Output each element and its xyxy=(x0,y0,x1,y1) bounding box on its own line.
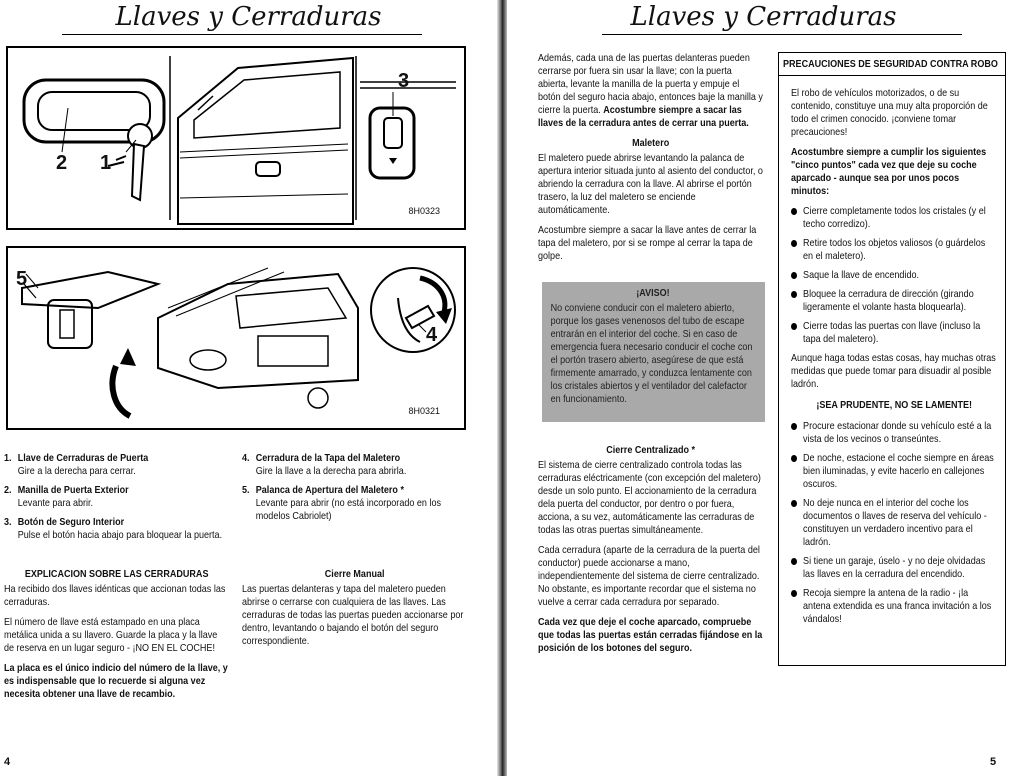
paragraph: Aunque haga todas estas cosas, hay muchas otras medidas que puede tomar para disuadir al posible ladrón. xyxy=(791,352,996,390)
bullet-text: Bloquee la cerradura de dirección (girando ligeramente el volante hasta bloquearla). xyxy=(803,288,974,313)
right-col1-top xyxy=(538,52,763,270)
item-title: Palanca de Apertura del Maletero * xyxy=(255,484,404,496)
bullet-icon xyxy=(791,240,797,247)
bullet-text: Procure estacionar donde su vehículo esté a la vista de los vecinos o transeúntes. xyxy=(803,420,992,445)
item-title: Manilla de Puerta Exterior xyxy=(17,484,129,496)
box-body xyxy=(791,87,997,632)
callout-3: 3 xyxy=(398,70,410,92)
item-desc: Gire la llave a la derecha para abrirla. xyxy=(255,465,407,477)
key-in-boot-lock-icon xyxy=(371,268,455,352)
bullet-icon xyxy=(791,423,797,430)
figure-boot xyxy=(6,246,466,430)
paragraph: Las puertas delanteras y tapa del maletero pueden abrirse o cerrarse con cualquiera de las llaves. Las cerraduras de todas las puertas pueden accionarse por dentro, levantando o bajando el botón del seguro correspondiente. xyxy=(242,583,464,647)
bullet-icon xyxy=(791,291,797,298)
boot-release-lever-icon xyxy=(22,272,158,416)
list-item xyxy=(4,516,228,542)
anti-theft-box xyxy=(778,52,1006,666)
list-item xyxy=(791,320,997,346)
paragraph: Acostumbre siempre a sacar la llave antes de cerrar la tapa del maletero, por si se rompe al cerrar la tapa de golpe. xyxy=(538,224,757,262)
item-title: Llave de Cerraduras de Puerta xyxy=(17,452,149,464)
bullet-text: Cierre completamente todos los cristales (y el techo corredizo). xyxy=(803,205,986,230)
bullet-icon xyxy=(791,208,797,215)
callout-2: 2 xyxy=(56,152,68,174)
paragraph-bold: Cada vez que deje el coche aparcado, compruebe que todas las puertas están cerradas fijándose en la posición de los botones del seguro. xyxy=(538,616,763,654)
list-item xyxy=(791,420,997,446)
right-col1-bottom xyxy=(538,444,763,662)
bullet-text: Saque la llave de encendido. xyxy=(803,269,920,281)
bullet-text: Cierre todas las puertas con llave (incluso la tapa del maletero). xyxy=(803,320,981,345)
item-number: 2. xyxy=(4,484,12,496)
item-number: 3. xyxy=(4,516,12,528)
page-number: 4 xyxy=(4,756,11,768)
bullet-icon xyxy=(791,500,797,507)
callout-5: 5 xyxy=(16,268,28,290)
door-locks-illustration xyxy=(8,48,464,228)
item-desc: Levante para abrir. xyxy=(17,497,94,509)
bullet-text: De noche, estacione el coche siempre en áreas bien iluminadas, y evite hacerlo en callejones oscuros. xyxy=(803,452,994,490)
cierre-manual-section xyxy=(242,568,467,655)
item-number: 5. xyxy=(242,484,250,496)
item-desc: Gire a la derecha para cerrar. xyxy=(17,465,136,477)
bullet-icon xyxy=(791,558,797,565)
bullet-list xyxy=(791,205,997,346)
item-number: 4. xyxy=(242,452,250,464)
paragraph: El maletero puede abrirse levantando la palanca de apertura interior situada junto al asiento del conductor, o abriendo la cerradura con la llave. Al abrirse el portón trasero, la luz del maletero se enciende automáticamente. xyxy=(538,152,763,216)
explicacion-section xyxy=(4,568,229,708)
page-header: Llaves y Cerraduras xyxy=(630,2,897,32)
section-title: Cierre Manual xyxy=(324,568,385,580)
box-title-bar xyxy=(779,53,1005,76)
section-title: EXPLICACION SOBRE LAS CERRADURAS xyxy=(24,568,209,580)
bullet-list xyxy=(791,420,997,626)
warning-text: No conviene conducir con el maletero abierto, porque los gases venenosos del tubo de escape entrarán en el interior del coche. Si en caso de emergencia fuera necesario conducir el coche con el portón trasero abierto, asegúrese de que está firmemente amarrado, y conduzca lentamente con los cristales abiertos y el ventilador del calefactor en funcionamiento. xyxy=(550,302,753,405)
warning-title: ¡AVISO! xyxy=(636,287,670,299)
bullet-icon xyxy=(791,590,797,597)
paragraph: El robo de vehículos motorizados, o de su contenido, constituye una muy alta proporción de todo el crimen conocido. ¡conviene tomar precauciones! xyxy=(791,87,988,138)
paragraph: El número de llave está estampado en una placa metálica unida a su llavero. Guarde la placa y la llave de reserva en un lugar seguro - ¡NO EN EL COCHE! xyxy=(4,616,218,654)
figure-code: 8H0323 xyxy=(408,206,440,216)
key-in-lock-icon xyxy=(24,80,164,200)
item-number: 1. xyxy=(4,452,12,464)
section-title: Cierre Centralizado * xyxy=(606,444,696,456)
bullet-text: No deje nunca en el interior del coche los documentos o llaves de reserva del vehículo - constituyen un verdadero incentivo para el ladrón. xyxy=(803,497,987,548)
bullet-text: Recoja siempre la antena de la radio - ¡la antena extendida es una franca invitación a los vándalos! xyxy=(803,587,992,625)
warning-box xyxy=(542,282,765,422)
list-item xyxy=(791,497,997,549)
box-title: PRECAUCIONES DE SEGURIDAD CONTRA ROBO xyxy=(783,58,998,70)
item-title: Botón de Seguro Interior xyxy=(17,516,125,528)
lock-button-icon xyxy=(360,82,456,178)
list-item xyxy=(791,205,997,231)
figure-door-locks xyxy=(6,46,466,230)
list-item xyxy=(791,288,997,314)
item-desc: Levante para abrir (no está incorporado en los modelos Cabriolet) xyxy=(255,497,441,522)
paragraph-bold: La placa es el único indicio del número de la llave, y es indispensable que lo recuerde si alguna vez necesita obtener una llave de recambio. xyxy=(4,662,228,700)
paragraph-bold: Acostumbre siempre a cumplir los siguientes "cinco puntos" cada vez que deje su coche aparcado - aunque sea por unos pocos minutos: xyxy=(791,146,987,197)
paragraph-bold: Acostumbre siempre a sacar las llaves de la cerradura antes de cerrar una puerta. xyxy=(538,104,749,129)
paragraph: El sistema de cierre centralizado controla todas las cerraduras eléctricamente (con excepción del maletero) desde un solo punto. El accionamiento de la cerradura dela puerta del conductor, por dentro o por fuera, acciona, a su vez, automáticamente las cerraduras de todas las otras puertas simultáneamente. xyxy=(538,459,761,536)
list-item xyxy=(791,269,997,282)
paragraph-text: Además, cada una de las puertas delanteras pueden cerrarse por fuera sin usar la llave; con la puerta abierta, levante la manilla de la puerta y empuje el botón del seguro hacia abajo, entonces baje la manilla y cierre la puerta. xyxy=(538,52,763,116)
bullet-text: Retire todos los objetos valiosos (o guárdelos en el maletero). xyxy=(803,237,986,262)
bullet-icon xyxy=(791,455,797,462)
list-item xyxy=(791,452,997,491)
car-rear-boot-icon xyxy=(158,268,358,408)
paragraph: Cada cerradura (aparte de la cerradura de la puerta del conductor) puede accionarse a mano, independientemente del sistema de cierre centralizado. No obstante, es importante recordar que el sistema no vuelve a cerrar cada cerradura por separado. xyxy=(538,544,760,608)
bullet-text: Si tiene un garaje, úselo - y no deje olvidadas las llaves en la cerradura del encendido. xyxy=(803,555,986,580)
bullet-icon xyxy=(791,323,797,330)
list-item xyxy=(791,555,997,581)
list-item xyxy=(4,452,228,478)
box-subtitle: ¡SEA PRUDENTE, NO SE LAMENTE! xyxy=(816,399,973,411)
bullet-icon xyxy=(791,272,797,279)
paragraph xyxy=(538,52,763,130)
door-with-handle-icon xyxy=(178,58,353,224)
page-number: 5 xyxy=(990,756,997,768)
boot-illustration xyxy=(8,248,464,428)
item-title: Cerradura de la Tapa del Maletero xyxy=(255,452,401,464)
callout-1: 1 xyxy=(100,152,112,174)
page-header: Llaves y Cerraduras xyxy=(115,2,382,32)
list-item xyxy=(4,484,228,510)
list-item xyxy=(242,484,474,523)
list-item xyxy=(791,587,997,626)
section-title: Maletero xyxy=(632,137,670,149)
list-item xyxy=(242,452,474,478)
legend-list-right xyxy=(242,452,474,529)
callout-4: 4 xyxy=(426,324,438,346)
book-gutter xyxy=(497,0,507,776)
legend-list-left xyxy=(4,452,228,548)
paragraph: Ha recibido dos llaves idénticas que accionan todas las cerraduras. xyxy=(4,583,226,608)
figure-code: 8H0321 xyxy=(408,406,440,416)
list-item xyxy=(791,237,997,263)
header-rule xyxy=(602,34,962,35)
header-rule xyxy=(62,34,422,35)
item-desc: Pulse el botón hacia abajo para bloquear la puerta. xyxy=(17,529,223,541)
left-page xyxy=(0,0,497,776)
